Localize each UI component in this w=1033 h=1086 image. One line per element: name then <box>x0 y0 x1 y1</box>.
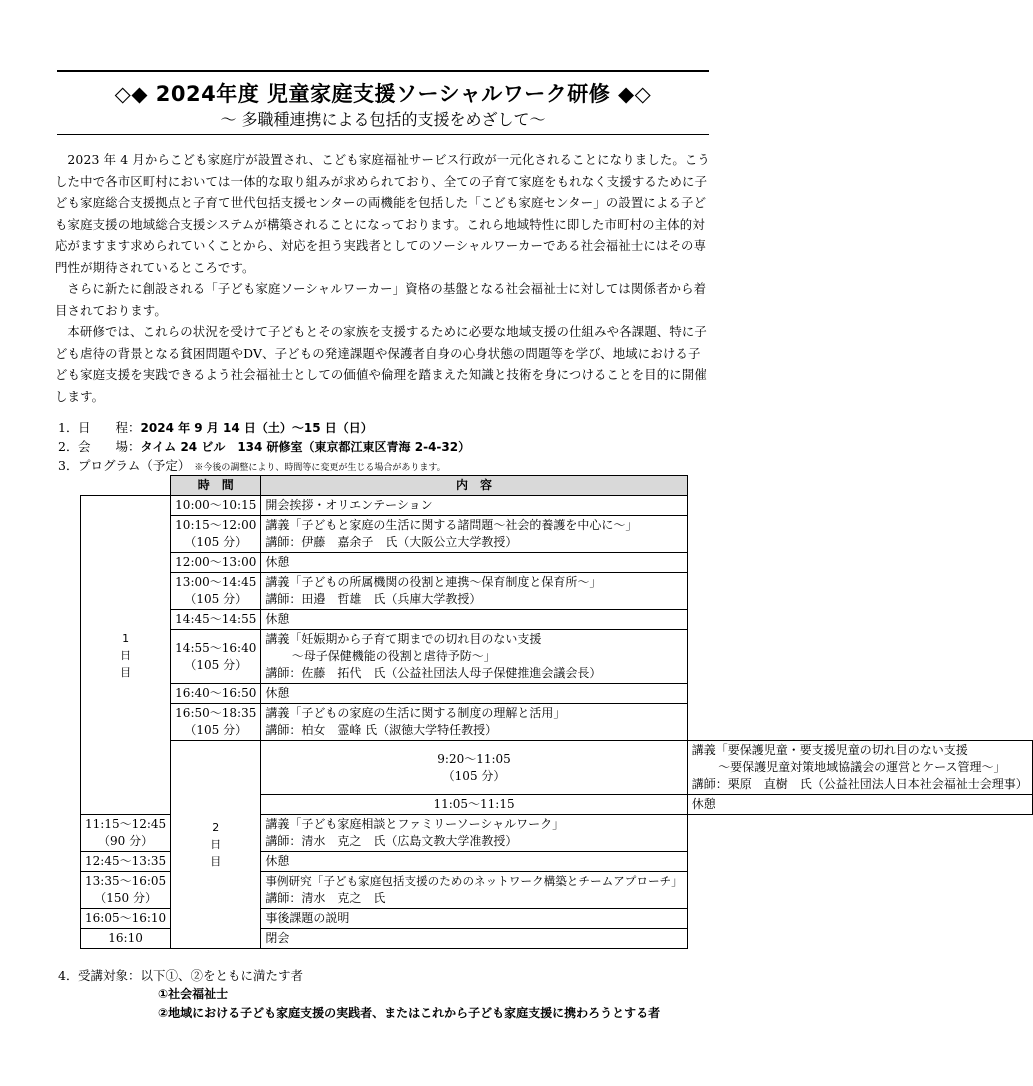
session-time: 10:00～10:15 <box>171 496 261 516</box>
item-value: 2024 年 9 月 14 日（土）～15 日（日） <box>140 421 373 435</box>
session-time: 11:05～11:15 <box>261 795 687 815</box>
session-content: 休憩 <box>687 795 1032 815</box>
session-content: 休憩 <box>261 684 687 704</box>
intro-paragraph: 2023 年 4 月からこども家庭庁が設置され、こども家庭福祉サービス行政が一元化されることになりました。こうした中で各市区町村においては一体的な取り組みが求められており、全ての子育て家庭をもれなく支援するために子ども家庭総合支援拠点と子育て世代包括支援センターの両機能を包括した「こども家庭センター」の設置による子ども家庭支援の地域総合支援システムが構築されることになっております。これら地域特性に即した市町村の主体的対応がますます求められていくことから、対応を担う実践者としてのソーシャルワーカーである社会福祉士にはその専門性が期待されているところです。 <box>55 152 710 275</box>
session-content: 講義「要保護児童・要支援児童の切れ目のない支援 ～要保護児童対策地域協議会の運営とケース管理～」 講師：栗原 直樹 氏（公益社団法人日本社会福祉士会理事） <box>687 741 1032 795</box>
item-value: 以下①、②をともに満たす者 <box>140 968 304 983</box>
session-time: 12:45～13:35 <box>81 852 171 872</box>
session-time: 16:50～18:35 （105 分） <box>171 704 261 741</box>
day2-label: 2 日 目 <box>171 741 261 949</box>
session-content: 休憩 <box>261 852 687 872</box>
item-number: 4． <box>58 968 79 983</box>
session-content: 休憩 <box>261 610 687 630</box>
session-content: 開会挨拶・オリエンテーション <box>261 496 687 516</box>
session-content: 講義「子どもの所属機関の役割と連携～保育制度と保育所～」 講師：田邉 哲雄 氏（兵庫大学教授） <box>261 573 687 610</box>
target-item: ②地域における子ども家庭支援の実践者、またはこれから子ども家庭支援に携わろうとする者 <box>158 1006 661 1020</box>
session-time: 13:35～16:05 （150 分） <box>81 872 171 909</box>
table-row <box>81 553 1033 573</box>
session-time: 11:15～12:45 （90 分） <box>81 815 171 852</box>
table-row <box>81 684 1033 704</box>
table-row <box>81 630 1033 684</box>
header-content: 内 容 <box>261 476 687 496</box>
table-row <box>81 573 1033 610</box>
session-content: 事後課題の説明 <box>261 909 687 929</box>
session-content: 講義「妊娠期から子育て期までの切れ目のない支援 ～母子保健機能の役割と虐待予防～」 講師：佐藤 拓代 氏（公益社団法人母子保健推進会議会長） <box>261 630 687 684</box>
item-date <box>58 418 373 436</box>
session-content: 休憩 <box>261 553 687 573</box>
session-time: 16:05～16:10 <box>81 909 171 929</box>
item-label: プログラム（予定） <box>78 458 191 473</box>
table-row <box>81 741 1033 795</box>
session-time: 14:55～16:40 （105 分） <box>171 630 261 684</box>
item-target <box>58 966 303 984</box>
session-time: 14:45～14:55 <box>171 610 261 630</box>
item-label: 受講対象： <box>78 968 141 983</box>
table-row <box>81 610 1033 630</box>
table-header-row <box>81 476 1033 496</box>
page-title: ◇◆ 2024年度 児童家庭支援ソーシャルワーク研修 ◆◇ <box>114 82 652 106</box>
item-number: 1． <box>58 420 79 435</box>
intro-paragraph: さらに新たに創設される「子ども家庭ソーシャルワーカー」資格の基盤となる社会福祉士に対しては関係者から着目されております。 <box>55 281 707 318</box>
session-content: 講義「子ども家庭相談とファミリーソーシャルワーク」 講師：清水 克之 氏（広島文教大学准教授） <box>261 815 687 852</box>
session-time: 16:40～16:50 <box>171 684 261 704</box>
target-item: ①社会福祉士 <box>158 987 229 1001</box>
page-subtitle: ～ 多職種連携による包括的支援をめざして～ <box>220 110 546 129</box>
session-time: 10:15～12:00 （105 分） <box>171 516 261 553</box>
session-content: 講義「子どもの家庭の生活に関する制度の理解と活用」 講師：柏女 霊峰 氏（淑徳大学特任教授） <box>261 704 687 741</box>
title-box <box>57 70 709 135</box>
intro-paragraph: 本研修では、これらの状況を受けて子どもとその家族を支援するために必要な地域支援の仕組みや各課題、特に子ども虐待の背景となる貧困問題やDV、子どもの発達課題や保護者自身の心身状態の問題等を学び、地域における子ども家庭支援を実践できるよう社会福祉士としての価値や倫理を踏まえた知識と技術を身につけることを目的に開催します。 <box>55 324 707 404</box>
intro-text <box>55 149 713 407</box>
item-number: 2． <box>58 439 79 454</box>
item-value: タイム 24 ビル 134 研修室（東京都江東区青海 2-4-32） <box>140 440 471 454</box>
session-content: 閉会 <box>261 929 687 949</box>
item-note: ※今後の調整により、時間等に変更が生じる場合があります。 <box>194 463 446 473</box>
schedule-table <box>80 475 1033 949</box>
item-label: 日 程： <box>78 420 141 435</box>
session-content: 講義「子どもと家庭の生活に関する諸問題～社会的養護を中心に～」 講師：伊藤 嘉余子 氏（大阪公立大学教授） <box>261 516 687 553</box>
session-time: 13:00～14:45 （105 分） <box>171 573 261 610</box>
session-time: 16:10 <box>81 929 171 949</box>
day1-label: 1 日 目 <box>81 496 171 815</box>
session-time: 12:00～13:00 <box>171 553 261 573</box>
header-time: 時 間 <box>171 476 261 496</box>
table-row <box>81 496 1033 516</box>
table-row <box>81 704 1033 741</box>
table-corner <box>81 476 171 496</box>
item-label: 会 場： <box>78 439 141 454</box>
item-number: 3． <box>58 458 79 473</box>
item-venue <box>58 437 470 455</box>
item-program <box>58 456 446 474</box>
session-content: 事例研究「子ども家庭包括支援のためのネットワーク構築とチームアプローチ」 講師：清水 克之 氏 <box>261 872 687 909</box>
session-time: 9:20～11:05 （105 分） <box>261 741 687 795</box>
table-row <box>81 516 1033 553</box>
